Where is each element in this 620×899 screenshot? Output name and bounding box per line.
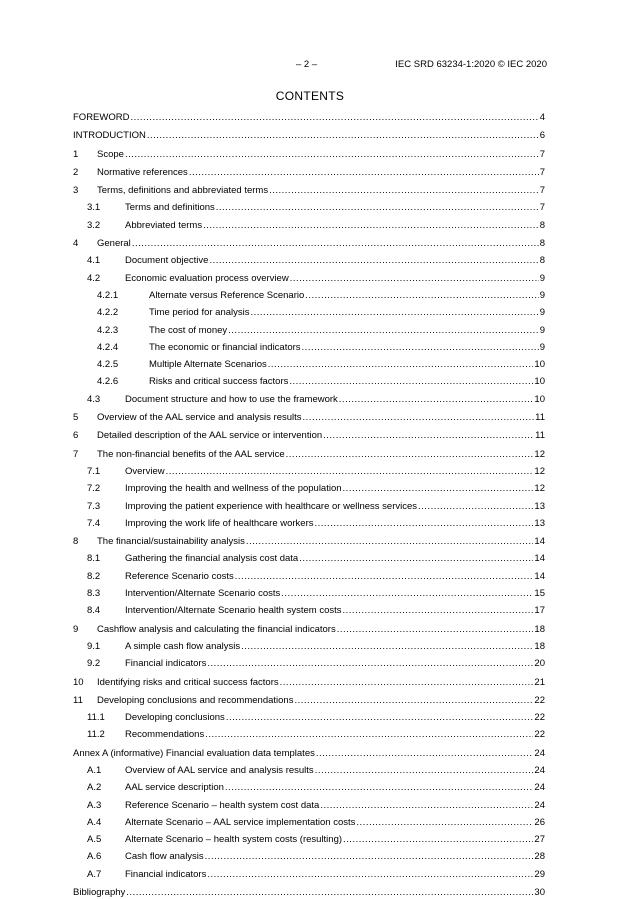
dot-leader <box>316 748 534 760</box>
toc-entry-title: Overview of the AAL service and analysis results <box>97 412 302 424</box>
toc-entry-number: 4.3 <box>87 393 101 405</box>
toc-entry[interactable] <box>73 255 545 267</box>
toc-entry-title: Overview <box>125 465 165 477</box>
toc-entry-page: 7 <box>539 148 545 160</box>
toc-entry-number: 11 <box>73 694 83 706</box>
toc-entry-page: 9 <box>539 289 545 301</box>
toc-entry[interactable] <box>73 394 545 406</box>
toc-entry-page: 24 <box>534 782 545 794</box>
toc-entry-page: 12 <box>534 448 545 460</box>
toc-entry[interactable] <box>73 273 545 285</box>
toc-entry-page: 13 <box>534 500 545 512</box>
dot-leader <box>269 185 539 197</box>
toc-entry-page: 22 <box>534 729 545 741</box>
toc-entry-number: 6 <box>73 430 79 442</box>
toc-entry-page: 8 <box>539 238 545 250</box>
toc-entry-number: 11.1 <box>87 712 105 724</box>
dot-leader <box>294 695 533 707</box>
toc-entry-number: 3.2 <box>87 219 101 231</box>
toc-entry-number: 9 <box>73 623 79 635</box>
toc-entry-page: 28 <box>534 851 545 863</box>
toc-entry-title: Alternate Scenario – AAL service implementation costs <box>125 816 356 828</box>
toc-entry-title: Terms, definitions and abbreviated terms <box>97 185 269 197</box>
toc-entry[interactable] <box>73 536 545 548</box>
dot-leader <box>280 677 534 689</box>
toc-entry[interactable] <box>73 834 545 846</box>
toc-entry-number: 4.2.5 <box>97 359 119 371</box>
toc-entry-title: General <box>97 238 131 250</box>
toc-entry[interactable] <box>73 112 545 124</box>
toc-entry-number: 4.2.2 <box>97 307 119 319</box>
toc-entry-page: 21 <box>534 676 545 688</box>
toc-entry-title: A simple cash flow analysis <box>125 640 241 652</box>
toc-entry[interactable] <box>73 307 545 319</box>
toc-entry-title: Normative references <box>97 166 188 178</box>
toc-entry[interactable] <box>73 483 545 495</box>
standard-reference: IEC SRD 63234-1:2020 © IEC 2020 <box>395 59 547 70</box>
toc-entry-title: Time period for analysis <box>149 307 250 319</box>
toc-entry-number: A.5 <box>87 834 102 846</box>
toc-entry-page: 7 <box>539 202 545 214</box>
toc-entry[interactable] <box>73 605 545 617</box>
toc-entry-page: 12 <box>534 483 545 495</box>
toc-entry-page: 4 <box>539 112 545 123</box>
toc-entry-number: 7.1 <box>87 465 101 477</box>
toc-entry-number: 4.2.6 <box>97 376 119 388</box>
dot-leader <box>302 342 539 354</box>
toc-entry-title: Cash flow analysis <box>125 851 204 863</box>
dot-leader <box>132 238 539 250</box>
toc-entry-number: A.4 <box>87 816 102 828</box>
toc-entry-page: 8 <box>539 255 545 267</box>
dot-leader <box>337 624 534 636</box>
toc-entry-title: The non-financial benefits of the AAL service <box>97 448 285 460</box>
toc-entry-title: Gathering the financial analysis cost data <box>125 553 299 565</box>
toc-entry[interactable] <box>73 466 545 478</box>
toc-entry-number: 7.2 <box>87 483 101 495</box>
toc-entry-title: Multiple Alternate Scenarios <box>149 359 267 371</box>
toc-entry[interactable] <box>73 220 545 232</box>
toc-entry[interactable] <box>73 359 545 371</box>
toc-entry-page: 8 <box>539 219 545 231</box>
toc-entry[interactable] <box>73 695 545 707</box>
dot-leader <box>268 359 534 371</box>
toc-entry[interactable] <box>73 376 545 388</box>
toc-entry[interactable] <box>73 887 545 899</box>
toc-entry-title: Alternate versus Reference Scenario <box>149 289 305 301</box>
dot-leader <box>299 553 533 565</box>
toc-entry-page: 9 <box>539 272 545 284</box>
toc-entry[interactable] <box>73 712 545 724</box>
toc-entry-title: Identifying risks and critical success factors <box>97 676 279 688</box>
toc-entry-page: 7 <box>539 185 545 197</box>
toc-entry-page: 11 <box>535 430 545 442</box>
toc-entry-number: 9.2 <box>87 658 101 670</box>
toc-entry[interactable] <box>73 167 545 179</box>
dot-leader <box>207 869 533 881</box>
dot-leader <box>286 449 534 461</box>
toc-entry-number: 8.4 <box>87 605 101 617</box>
dot-leader <box>207 658 533 670</box>
toc-entry-page: 13 <box>534 517 545 529</box>
toc-entry-title: Terms and definitions <box>125 202 215 214</box>
toc-entry-number: 7.4 <box>87 517 101 529</box>
dot-leader <box>315 518 534 530</box>
toc-entry[interactable] <box>73 149 545 161</box>
dot-leader <box>125 149 539 161</box>
dot-leader <box>126 887 533 899</box>
toc-entry-page: 18 <box>534 623 545 635</box>
dot-leader <box>225 782 534 794</box>
toc-entry-page: 17 <box>534 605 545 617</box>
toc-entry-number: A.7 <box>87 868 102 880</box>
toc-entry-number: 7 <box>73 448 79 460</box>
toc-entry-title: Financial indicators <box>125 868 207 880</box>
dot-leader <box>147 130 539 142</box>
toc-entry-page: 9 <box>539 307 545 319</box>
toc-entry-title: The economic or financial indicators <box>149 341 301 353</box>
dot-leader <box>323 430 534 442</box>
dot-leader <box>339 394 534 406</box>
toc-entry[interactable] <box>73 817 545 829</box>
dot-leader <box>315 765 534 777</box>
toc-entry-page: 20 <box>534 658 545 670</box>
toc-entry-title: Developing conclusions <box>125 712 225 724</box>
dot-leader <box>343 834 533 846</box>
dot-leader <box>251 307 539 319</box>
toc-entry-page: 14 <box>534 553 545 565</box>
page-number: – 2 – <box>296 59 318 70</box>
toc-entry-number: 11.2 <box>87 729 105 741</box>
toc-entry-page: 6 <box>539 130 545 142</box>
toc-entry-number: 7.3 <box>87 500 101 512</box>
toc-entry-title: Developing conclusions and recommendations <box>97 694 294 706</box>
toc-entry-title: Improving the patient experience with healthcare or wellness services <box>125 500 418 512</box>
toc-entry-number: 4.2.3 <box>97 324 119 336</box>
toc-entry-number: 4.2.1 <box>97 289 119 301</box>
toc-entry[interactable] <box>73 782 545 794</box>
toc-entry-number: 8.3 <box>87 588 101 600</box>
dot-leader <box>289 376 533 388</box>
dot-leader <box>203 220 539 232</box>
toc-entry-title: Scope <box>97 148 124 160</box>
toc-entry-number: 10 <box>73 676 84 688</box>
toc-entry-page: 18 <box>534 640 545 652</box>
toc-entry-title: Improving the work life of healthcare workers <box>125 517 314 529</box>
dot-leader <box>281 588 533 600</box>
page-header <box>0 59 620 73</box>
toc-entry[interactable] <box>73 501 545 513</box>
dot-leader <box>209 255 538 267</box>
toc-entry-title: Cashflow analysis and calculating the financial indicators <box>97 623 336 635</box>
toc-entry-number: 5 <box>73 412 79 424</box>
dot-leader <box>320 800 533 812</box>
toc-entry-title: Annex A (informative) Financial evaluation data templates <box>73 747 315 759</box>
toc-entry-title: Financial indicators <box>125 658 207 670</box>
toc-entry[interactable] <box>73 800 545 812</box>
toc-entry-page: 22 <box>534 712 545 724</box>
toc-entry[interactable] <box>73 658 545 670</box>
toc-entry-page: 15 <box>534 588 545 600</box>
toc-entry-page: 27 <box>534 834 545 846</box>
toc-entry-page: 22 <box>534 694 545 706</box>
toc-entry-number: 4.2.4 <box>97 341 119 353</box>
toc-entry-title: Alternate Scenario – health system costs (resulting) <box>125 834 343 846</box>
toc-entry-title: Abbreviated terms <box>125 219 203 231</box>
toc-entry[interactable] <box>73 290 545 302</box>
toc-entry-page: 12 <box>534 465 545 477</box>
dot-leader <box>205 729 533 741</box>
dot-leader <box>356 817 533 829</box>
toc-entry-title: Intervention/Alternate Scenario costs <box>125 588 281 600</box>
toc-entry-number: 3 <box>73 185 79 197</box>
toc-entry-number: 9.1 <box>87 640 101 652</box>
toc-entry-page: 10 <box>534 393 545 405</box>
toc-entry-page: 10 <box>534 376 545 388</box>
toc-entry[interactable] <box>73 130 545 142</box>
toc-entry-title: Detailed description of the AAL service or intervention <box>97 430 323 442</box>
toc-entry-page: 9 <box>539 324 545 336</box>
toc-entry[interactable] <box>73 588 545 600</box>
toc-entry-number: 8.1 <box>87 553 101 565</box>
toc-entry[interactable] <box>73 412 545 424</box>
toc-entry-number: 2 <box>73 166 79 178</box>
dot-leader <box>305 290 538 302</box>
toc-entry-title: Intervention/Alternate Scenario health system costs <box>125 605 342 617</box>
toc-entry-number: A.2 <box>87 782 102 794</box>
toc-entry[interactable] <box>73 677 545 689</box>
dot-leader <box>343 605 534 617</box>
toc-entry-number: 4.2 <box>87 272 101 284</box>
toc-entry-title: Document structure and how to use the framework <box>125 393 338 405</box>
toc-entry[interactable] <box>73 518 545 530</box>
toc-entry-page: 9 <box>539 341 545 353</box>
toc-entry-page: 26 <box>534 816 545 828</box>
dot-leader <box>130 112 538 124</box>
dot-leader <box>303 412 535 424</box>
toc-entry-number: A.3 <box>87 799 102 811</box>
toc-entry[interactable] <box>73 553 545 565</box>
toc-entry-title: Bibliography <box>73 887 126 899</box>
toc-entry[interactable] <box>73 185 545 197</box>
toc-entry-number: A.1 <box>87 764 102 776</box>
toc-entry[interactable] <box>73 765 545 777</box>
toc-entry-title: AAL service description <box>125 782 224 794</box>
toc-entry[interactable] <box>73 748 545 760</box>
toc-entry-title: INTRODUCTION <box>73 130 146 142</box>
toc-entry-page: 14 <box>534 570 545 582</box>
page-title: CONTENTS <box>275 89 345 103</box>
toc-entry[interactable] <box>73 325 545 337</box>
toc-entry[interactable] <box>73 869 545 881</box>
toc-entry-number: A.6 <box>87 851 102 863</box>
toc-entry-title: Reference Scenario – health system cost data <box>125 799 320 811</box>
toc-entry-page: 11 <box>535 412 545 424</box>
toc-entry-number: 4 <box>73 238 79 250</box>
toc-entry[interactable] <box>73 624 545 636</box>
toc-entry[interactable] <box>73 238 545 250</box>
toc-entry[interactable] <box>73 641 545 653</box>
toc-entry-page: 7 <box>539 166 545 178</box>
toc-entry-title: Risks and critical success factors <box>149 376 289 388</box>
toc-entry[interactable] <box>73 202 545 214</box>
toc-entry-page: 24 <box>534 764 545 776</box>
dot-leader <box>216 202 539 214</box>
toc-entry[interactable] <box>73 729 545 741</box>
table-of-contents <box>73 112 545 899</box>
dot-leader <box>235 571 534 583</box>
toc-entry-number: 4.1 <box>87 255 101 267</box>
toc-entry[interactable] <box>73 430 545 442</box>
toc-entry[interactable] <box>73 851 545 863</box>
toc-entry-page: 29 <box>534 868 545 880</box>
dot-leader <box>166 466 534 478</box>
dot-leader <box>343 483 534 495</box>
toc-entry-page: 10 <box>534 359 545 371</box>
toc-entry-title: The cost of money <box>149 324 228 336</box>
toc-entry-title: FOREWORD <box>73 112 130 123</box>
toc-entry-title: Reference Scenario costs <box>125 570 234 582</box>
toc-entry-title: Overview of AAL service and analysis results <box>125 764 314 776</box>
dot-leader <box>241 641 533 653</box>
dot-leader <box>205 851 534 863</box>
toc-entry-title: The financial/sustainability analysis <box>97 536 245 548</box>
toc-entry-page: 30 <box>534 887 545 899</box>
toc-entry[interactable] <box>73 571 545 583</box>
toc-entry-page: 24 <box>534 799 545 811</box>
toc-entry-title: Improving the health and wellness of the population <box>125 483 342 495</box>
toc-entry-number: 3.1 <box>87 202 101 214</box>
dot-leader <box>189 167 539 179</box>
dot-leader <box>226 712 534 724</box>
toc-entry-title: Document objective <box>125 255 209 267</box>
toc-entry[interactable] <box>73 342 545 354</box>
dot-leader <box>418 501 533 513</box>
dot-leader <box>228 325 539 337</box>
dot-leader <box>246 536 534 548</box>
toc-entry-number: 1 <box>73 148 79 160</box>
dot-leader <box>290 273 539 285</box>
toc-entry-number: 8.2 <box>87 570 101 582</box>
toc-entry-page: 24 <box>534 747 545 759</box>
toc-entry[interactable] <box>73 449 545 461</box>
toc-entry-title: Economic evaluation process overview <box>125 272 289 284</box>
toc-entry-number: 8 <box>73 536 79 548</box>
toc-entry-page: 14 <box>534 536 545 548</box>
toc-entry-title: Recommendations <box>125 729 205 741</box>
